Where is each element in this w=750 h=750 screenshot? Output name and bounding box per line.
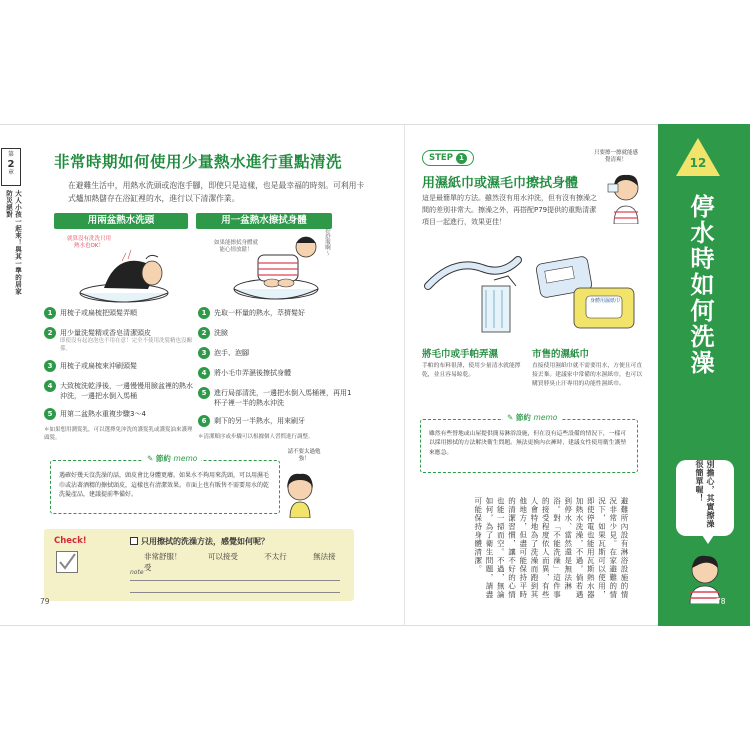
- check-section: [44, 529, 354, 601]
- caption-towel-text: 手帕的布料很薄，使用少量清水就能擰乾，並且容易晾乾。: [422, 363, 521, 378]
- wiping-character-icon: [604, 166, 650, 224]
- chapter-title: 停水時如何洗澡: [686, 194, 714, 376]
- wet-wipes-illustration: [530, 254, 640, 334]
- hair-note: ＊如果想用潤髮乳，可以選擇免沖洗的護髮乳或護髮油來護理頭髮。: [44, 427, 193, 441]
- step-number: 1: [456, 153, 467, 164]
- intro-text: 在避難生活中，用熱水洗頭或泡泡手腳，即使只是這樣，也是最幸福的時刻。可利用卡式爐加熱儲存在浴缸裡的水，進行以下清潔作業。: [68, 181, 365, 203]
- bubble-comfy: 好舒服啊～: [324, 228, 330, 256]
- spine-divider: [404, 124, 405, 626]
- body-note: ＊清潔順序或步驟可以根據個人習慣進行調整。: [198, 434, 314, 441]
- memo-box-right: [420, 413, 638, 473]
- step-tag: STEP 1: [422, 150, 474, 166]
- memo-box-left: [50, 454, 280, 514]
- chapter-box: 第 2 章: [1, 148, 21, 186]
- body-step-1: 1 先取一杯量的熱水，萃擠髮好: [198, 308, 358, 320]
- speech-bubble: 別擔心，其實擦澡很簡單喔！: [676, 460, 734, 536]
- bubble-memo: 請不要太過勉強！: [287, 449, 321, 463]
- hair-step-1: 1 用梳子或扁梳把頭髮弄順: [44, 308, 194, 320]
- package-label: 身體用濕紙巾: [589, 298, 620, 304]
- checkbox-large[interactable]: [56, 551, 78, 573]
- option-very-comfortable[interactable]: 非常舒服！: [144, 552, 182, 561]
- check-label: Check!: [54, 536, 87, 546]
- checkbox-small[interactable]: [130, 537, 138, 545]
- note-line-2[interactable]: [130, 585, 340, 593]
- hair-step-3: 3 用梳子或扁梳來沖刷頭髮: [44, 361, 194, 373]
- chapter-number: 12: [689, 156, 707, 170]
- chapter-tab: [0, 148, 22, 296]
- girl-character-icon: [276, 466, 324, 518]
- step-title: 用濕紙巾或濕毛巾擦拭身體: [422, 176, 579, 191]
- option-not-good[interactable]: 不太行: [264, 552, 287, 561]
- pencil-icon: ✎: [147, 454, 154, 463]
- vertical-body-text: 避難所內設有淋浴設施的情況非常少見。在家避難的情況下，如果瓦斯可以使用，即使停電也能用瓦斯熱水器加熱水洗澡，不過，倘若遇到停水、當然還是無法淋浴。對「不能洗澡」這件事的接受程度依人而異，有些人會特地為了洗澡而跑到其他地方，但盡可能保持平時的清潔習慣，讓不好的心情也能一掃而空。不過，無論如何，為了衛生問題，請盡可能保持身體清潔。: [473, 497, 629, 599]
- memo-label: ✎ 節約 memo: [143, 453, 201, 464]
- chapter-vertical-title: 大人小孩一起來！與其一準的居家防災絕對: [5, 190, 22, 295]
- band-body-wipe: 用一盆熱水擦拭身體: [196, 213, 332, 229]
- boy-character-icon: [680, 548, 730, 604]
- body-step-4: 4 將小毛巾弄濕後擦拭身體: [198, 368, 358, 380]
- towel-illustration: [424, 246, 524, 338]
- page-number-right: 78: [716, 597, 726, 606]
- option-acceptable[interactable]: 可以接受: [207, 552, 238, 561]
- band-hair-wash: 用兩盆熱水洗頭: [54, 213, 188, 229]
- page-title: 非常時期如何使用少量熱水進行重點清洗: [54, 153, 343, 171]
- body-step-2: 2 洗臉: [198, 328, 358, 340]
- caption-wipes-text: 直接使用濕紙巾就不需要用水，方便且可直接丟棄。建議家中常備的水濕紙巾，也可以購買脖臭止汗專用的功能性濕紙巾。: [532, 363, 643, 387]
- memo-label-right: ✎ 節約 memo: [503, 412, 561, 423]
- check-question: 只用擦拭的洗澡方法，感覺如何呢？: [130, 536, 269, 547]
- step-body: 這是最簡單的方法。雖然沒有用水沖洗，但有沒有擦澡之間的差別非常大。擦澡之外，再搭配P79提供的重點清潔項目一起進行，效果更佳！: [422, 194, 597, 226]
- hair-steps: [44, 308, 194, 443]
- hair-step-5: 5 用第二盆熱水重複步驟3～4: [44, 409, 194, 421]
- corner-bubble: 只要擦一擦就能感覺清爽！: [594, 150, 639, 164]
- caption-wipes: 市售的濕紙巾: [532, 349, 590, 360]
- memo-text: 遇確好幾天沒洗澡的話，頭皮會比身體更癢。如果水不夠用來洗頭，可以用濕毛巾或沾著酒精的擦拭頭皮，這樣也有清潔效果。市面上也有販售不需要用水的乾洗髮產品，建議提前準備好。: [59, 472, 270, 499]
- chapter-num: 2: [7, 158, 15, 170]
- body-step-3: 3 泡手、泡腳: [198, 348, 358, 360]
- body-steps: [198, 308, 358, 442]
- body-step-6: 6 剩下的另一半熱水，用來刷牙: [198, 416, 358, 428]
- caption-towel: 將毛巾或手帕弄濕: [422, 349, 499, 360]
- body-step-5: 5 進行局部清洗，一邊把水倒入馬桶裡，再用1杯子裡一半的熱水沖洗: [198, 388, 358, 408]
- page-number-left: 79: [40, 597, 50, 606]
- bubble-hair: 就算沒有洗洗只用熱水也OK！: [66, 236, 111, 250]
- note-line[interactable]: note: [130, 569, 340, 581]
- bubble-body: 如果能擦拭身體就能心情放鬆！: [213, 240, 258, 254]
- memo-text-right: 雖然有些營地或山屋提供簡易淋浴設施，但在沒有這些設備的情況下，一樣可以採用擦拭的方法解決衛生問題。無法更換內衣褲時，建議女性使用衛生護墊來應急。: [429, 431, 627, 456]
- checkmark-icon: [57, 552, 77, 572]
- option-unacceptable[interactable]: 無法接受: [144, 552, 336, 572]
- pencil-icon: ✎: [507, 413, 514, 422]
- hair-step-4: 4 大致梳洗乾淨後，一邊慢慢用臉盆裡的熱水沖洗，一邊把水倒入馬桶: [44, 381, 194, 401]
- hair-step-2: 2 用少量洗髮精或香皂清潔頭皮 即使沒有起泡泡也不用在意！完全不使用洗髮精也沒關係。: [44, 328, 194, 353]
